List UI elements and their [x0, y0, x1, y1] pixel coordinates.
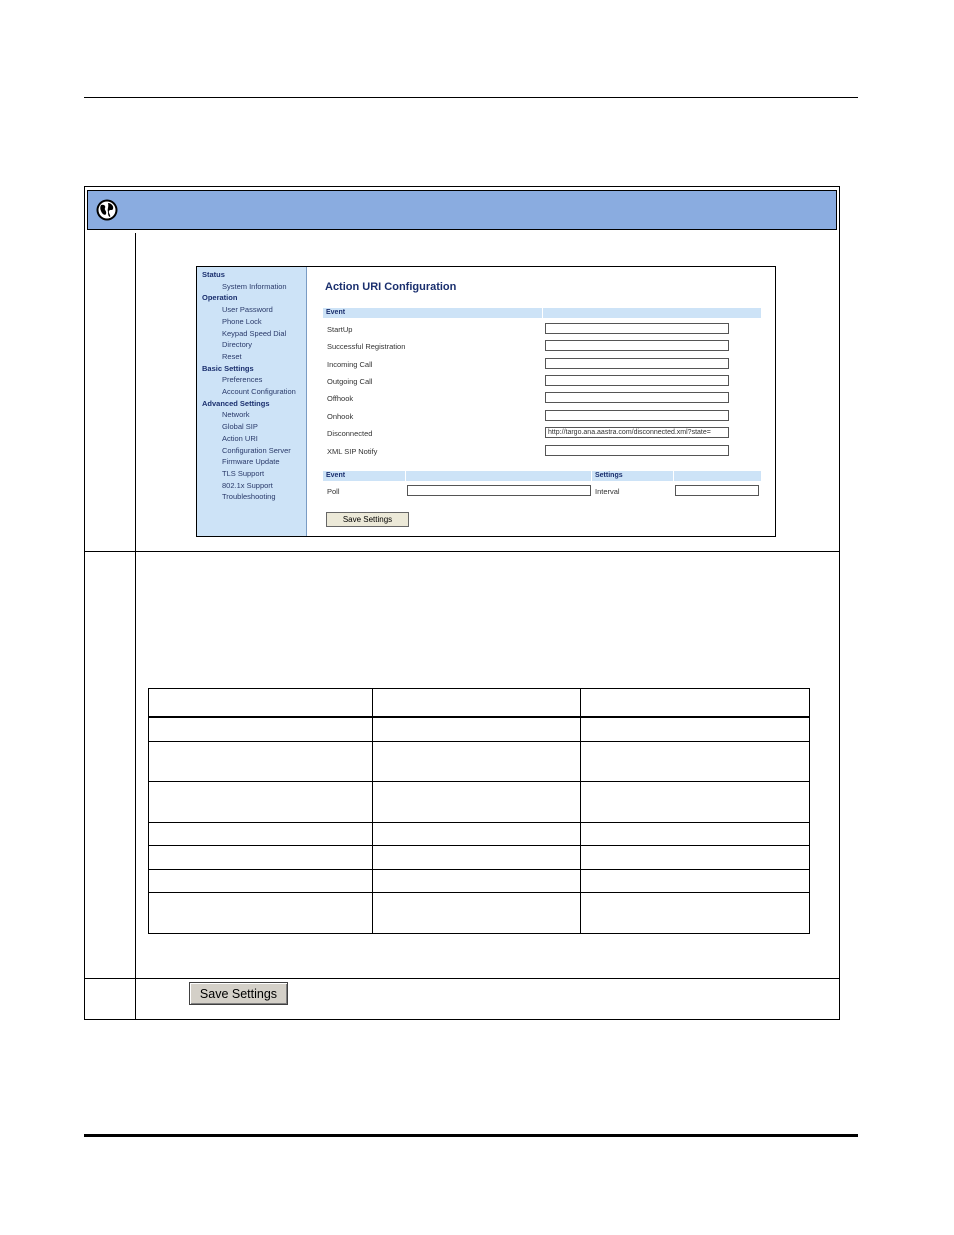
event-label: Onhook [327, 412, 354, 421]
nav-section-title: Basic Settings [202, 363, 254, 373]
event-uri-input[interactable] [545, 410, 729, 421]
table-row-divider [149, 822, 809, 823]
event-column-header: Event [326, 309, 346, 316]
event-uri-input[interactable] [545, 323, 729, 334]
event-uri-input[interactable] [545, 358, 729, 369]
row-divider [85, 551, 839, 552]
event-uri-input[interactable] [545, 445, 729, 456]
page-title: Action URI Configuration [325, 281, 457, 293]
nav-section-title: Operation [202, 293, 238, 303]
nav-link[interactable]: Configuration Server [222, 445, 291, 455]
footer-rule [84, 1134, 858, 1137]
nav-link[interactable]: Directory [222, 340, 253, 350]
poll-input[interactable] [407, 485, 591, 496]
parameter-table-header [149, 689, 809, 718]
event-label: Disconnected [327, 429, 373, 438]
nav-link[interactable]: Account Configuration [222, 387, 296, 397]
procedure-header [87, 190, 837, 230]
sidebar-nav [197, 267, 307, 536]
settings-column-header: Settings [595, 472, 623, 479]
nav-link[interactable]: Phone Lock [222, 316, 262, 326]
poll-event-header: Event [326, 472, 346, 479]
nav-section-title: Advanced Settings [202, 398, 270, 408]
poll-label: Poll [327, 487, 340, 496]
nav-link[interactable]: Firmware Update [222, 457, 280, 467]
column-separator [591, 471, 592, 481]
event-uri-input[interactable] [545, 375, 729, 386]
nav-link[interactable]: 802.1x Support [222, 480, 273, 490]
nav-link[interactable]: Preferences [222, 375, 263, 385]
event-label: XML SIP Notify [327, 447, 378, 456]
interval-input[interactable] [675, 485, 759, 496]
table-row-divider [149, 869, 809, 870]
nav-link[interactable]: Network [222, 410, 250, 420]
nav-link[interactable]: TLS Support [222, 468, 265, 478]
table-row-divider [149, 845, 809, 846]
nav-section-title: Status [202, 270, 225, 279]
header-rule [84, 97, 858, 98]
table-row-divider [149, 781, 809, 782]
event-uri-input[interactable]: http://targo.ana.aastra.com/disconnected.xml?state= [545, 427, 729, 438]
action-uri-page [307, 267, 775, 536]
event-label: Incoming Call [327, 360, 373, 369]
event-uri-input[interactable] [545, 340, 729, 351]
nav-link[interactable]: User Password [222, 305, 273, 315]
column-separator [405, 471, 406, 481]
column-separator [542, 308, 543, 318]
save-settings-button-large[interactable]: Save Settings [189, 982, 288, 1005]
poll-table-header [323, 471, 761, 481]
event-uri-input[interactable] [545, 392, 729, 403]
parameter-table [148, 688, 810, 934]
event-label: Offhook [327, 394, 354, 403]
event-table-header [323, 308, 761, 318]
table-row-divider [149, 892, 809, 893]
table-column-divider [372, 689, 373, 933]
nav-link[interactable]: System Information [222, 281, 287, 291]
nav-link[interactable]: Global SIP [222, 422, 258, 432]
action-uri-screenshot [196, 266, 776, 537]
table-column-divider [580, 689, 581, 933]
event-label: Outgoing Call [327, 377, 373, 386]
nav-link[interactable]: Keypad Speed Dial [222, 328, 287, 338]
interval-label: Interval [595, 487, 620, 496]
row-divider [85, 978, 839, 979]
table-row-divider [149, 741, 809, 742]
nav-link[interactable]: Action URI [222, 433, 258, 443]
nav-link[interactable]: Troubleshooting [222, 492, 276, 502]
save-settings-button[interactable]: Save Settings [326, 512, 409, 527]
column-separator [673, 471, 674, 481]
event-label: StartUp [327, 325, 353, 334]
event-label: Successful Registration [327, 342, 406, 351]
step-column-divider [135, 233, 136, 1019]
nav-link[interactable]: Reset [222, 351, 242, 361]
globe-icon [96, 199, 118, 221]
